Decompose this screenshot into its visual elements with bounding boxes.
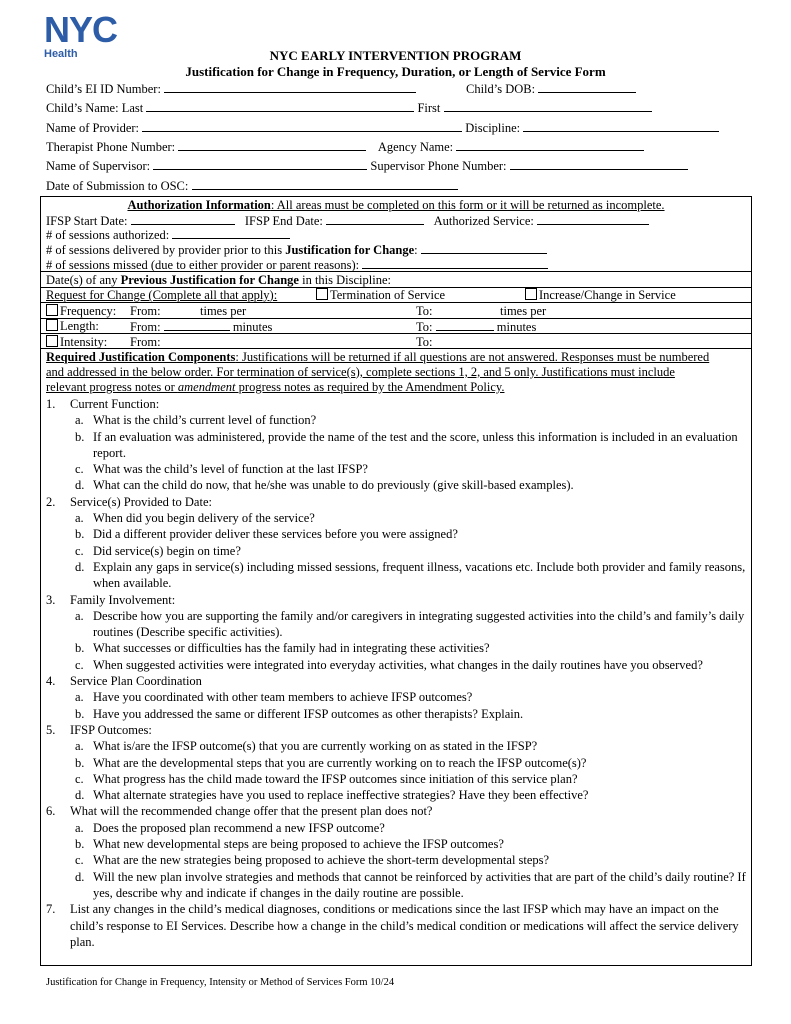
question-item [46,852,746,868]
question-text: Have you coordinated with other team members to achieve IFSP outcomes? [93,690,473,705]
question-item [46,412,746,428]
question-letter: d. [75,478,85,493]
question-letter: a. [75,608,84,623]
previous-post: in this Discipline: [298,273,391,287]
supervisor-label: Name of Supervisor: [46,159,151,173]
question-letter: a. [75,690,84,705]
section-number: 6. [46,804,56,819]
frequency-from [130,303,161,319]
row-sessions-missed [46,256,548,272]
required-line-3 [46,379,504,395]
authorized-service-label: Authorized Service: [433,214,534,228]
required-line1-rest: : Justifications will be returned if all questions are not answered. Responses must be numbered [235,350,710,364]
ifsp-start-field[interactable] [131,212,235,225]
length-checkbox[interactable] [46,319,58,331]
question-text: Will the new plan involve strategies and methods that cannot be reinforced by activities that are part of the child’s daily routine? If yes, describe why and indicate if changes in the daily routine are possible. [93,869,746,900]
ifsp-end-field[interactable] [326,212,424,225]
question-text: What progress has the child made toward the IFSP outcomes since initiation of this service plan? [93,771,578,786]
section-number: 1. [46,397,56,411]
auth-heading [40,197,752,213]
row-previous-justification [46,272,391,288]
question-text: What can the child do now, that he/she was unable to do previously (give skill-based examples). [93,478,574,493]
question-text: Did a different provider deliver these services before you were assigned? [93,527,458,542]
length-to [416,318,536,334]
question-text: Have you addressed the same or different IFSP outcomes as other therapists? Explain. [93,706,524,721]
minutes-label: minutes [496,320,537,334]
question-text: If an evaluation was administered, provide the name of the test and the score, unless this information is included in an evaluation report. [93,429,738,460]
previous-pre: Date(s) of any [46,273,121,287]
required-line-1 [46,349,709,365]
length-from [130,318,272,334]
termination-checkbox[interactable] [316,288,328,300]
increase-checkbox[interactable] [525,288,537,300]
question-item [46,836,746,852]
length-label: Length: [60,319,99,333]
required-bold: Required Justification Components [46,350,236,364]
row-dob [466,80,636,96]
row-supervisor [46,157,688,173]
times-per-label: times per [500,304,547,318]
question-text: What new developmental steps are being proposed to achieve the IFSP outcomes? [93,837,504,852]
question-text: What are the new strategies being proposed to achieve the short-term developmental steps? [93,853,550,868]
frequency-option[interactable] [46,303,116,319]
request-label: Request for Change (Complete all that apply): [46,288,278,302]
form-footer: Justification for Change in Frequency, Intensity or Method of Services Form 10/24 [46,977,395,988]
section-title: What will the recommended change offer that the present plan does not? [70,804,433,819]
question-letter: b. [75,527,85,542]
question-item [46,526,746,542]
section-item [46,673,746,689]
ifsp-start-label: IFSP Start Date: [46,214,128,228]
question-item [46,429,746,462]
question-letter: c. [75,543,84,558]
section-title: List any changes in the child’s medical diagnoses, conditions or medications since the last IFSP which may have an impact on the child’s response to EI Services. Describe how a change in the child’s medical condition or medications will affect the service delivery plan. [70,902,739,949]
question-item [46,559,746,592]
agency-label: Agency Name: [377,140,454,154]
to-label: To: [416,320,433,334]
section-title: Family Involvement: [70,592,176,607]
to-label: To: [416,335,433,349]
question-letter: a. [75,511,84,526]
auth-heading-bold: Authorization Information [127,198,271,212]
section-number: 7. [46,902,56,917]
ei-id-field[interactable] [164,80,416,93]
question-letter: b. [75,706,85,721]
section-number: 2. [46,494,56,509]
question-text: Describe how you are supporting the family and/or caregivers in integrating suggested activities into the child’s and family’s daily routines (Describe specific activities). [93,608,745,640]
question-letter: b. [75,837,85,852]
question-letter: c. [75,657,84,672]
question-letter: b. [75,429,85,444]
question-letter: c. [75,771,84,786]
frequency-times-per-to [500,303,546,319]
required-line3-post: progress notes as required by the Amendment Policy. [235,380,505,394]
required-line2-u: include [638,365,675,379]
question-text: What is/are the IFSP outcome(s) that you are currently working on as stated in the IFSP? [93,739,538,754]
name-last-label: Child’s Name: Last [46,101,144,115]
submission-field[interactable] [192,177,458,190]
section-title: IFSP Outcomes: [70,722,152,737]
question-item [46,657,746,673]
section-item [46,722,746,738]
question-text: What successes or difficulties has the family had in integrating these activities? [93,641,490,656]
sessions-authorized-label: # of sessions authorized: [46,228,170,242]
question-item [46,510,746,526]
form-title: NYC EARLY INTERVENTION PROGRAM [269,48,522,63]
from-label: From: [130,304,161,318]
therapist-phone-label: Therapist Phone Number: [46,140,176,154]
required-line3-i: amendment [177,380,236,394]
logo-subtext: Health [44,48,78,60]
supervisor-field[interactable] [153,157,367,170]
question-item [46,477,746,493]
section-number: 3. [46,592,56,607]
frequency-checkbox[interactable] [46,304,58,316]
length-to-field[interactable] [436,318,494,331]
question-letter: c. [75,462,84,477]
sessions-delivered-bold: Justification for Change [285,243,415,257]
row-sessions-delivered [46,241,547,257]
dob-label: Child’s DOB: [466,82,536,96]
supervisor-phone-label: Supervisor Phone Number: [370,159,507,173]
sessions-delivered-post: : [414,243,418,257]
section-title: Current Function: [70,397,160,411]
ifsp-end-label: IFSP End Date: [244,214,323,228]
question-letter: a. [75,739,84,754]
sessions-delivered-pre: # of sessions delivered by provider prior to this [46,243,286,257]
question-text: Does the proposed plan recommend a new IFSP outcome? [93,820,385,835]
discipline-label: Discipline: [465,121,521,135]
agency-field[interactable] [456,138,644,151]
intensity-checkbox[interactable] [46,335,58,347]
from-label: From: [130,335,161,349]
intensity-label: Intensity: [60,335,108,349]
frequency-times-per [200,303,246,319]
row-child-name [46,99,652,115]
section-item [46,803,746,819]
section-number: 5. [46,722,56,737]
section-title: Service(s) Provided to Date: [70,494,212,509]
question-text: Did service(s) begin on time? [93,543,241,558]
section-item [46,901,746,950]
question-item [46,543,746,559]
question-item [46,608,746,641]
question-text: When did you begin delivery of the service? [93,511,315,526]
dob-field[interactable] [538,80,636,93]
therapist-phone-field[interactable] [178,138,366,151]
auth-heading-rest: : All areas must be completed on this form or it will be returned as incomplete. [270,198,665,212]
section-item [46,396,746,412]
provider-label: Name of Provider: [46,121,140,135]
question-item [46,738,746,754]
sessions-missed-label: # of sessions missed (due to either provider or parent reasons): [46,258,360,272]
required-line-2 [46,364,675,380]
from-label: From: [130,320,161,334]
name-first-label: First [417,101,441,115]
supervisor-phone-field[interactable] [510,157,688,170]
minutes-label: minutes [232,320,273,334]
termination-label: Termination of Service [330,288,446,302]
section-item [46,592,746,608]
question-item [46,787,746,803]
row-therapist-phone [46,138,644,154]
authorized-service-field[interactable] [537,212,649,225]
row-submission [46,177,458,193]
termination-option[interactable] [316,287,445,303]
section-number: 4. [46,674,56,689]
required-line2: and addressed in the below order. For termination of service(s), complete sections 1, 2, and 5 only. Justifications must [46,365,635,379]
question-item [46,689,746,705]
question-letter: a. [75,413,84,428]
question-item [46,706,746,722]
question-item [46,869,746,902]
question-text: When suggested activities were integrated into everyday activities, what changes in the daily routines have you observed? [93,657,703,672]
previous-bold: Previous Justification for Change [120,273,299,287]
question-letter: c. [75,853,84,868]
sessions-authorized-field[interactable] [172,226,290,239]
sessions-delivered-field[interactable] [421,241,547,254]
name-first-field[interactable] [444,99,652,112]
required-line3-pre: relevant progress notes or [46,380,178,394]
increase-option[interactable] [525,287,676,303]
question-letter: d. [75,869,85,884]
times-per-label: times per [200,304,247,318]
question-item [46,820,746,836]
name-last-field[interactable] [146,99,414,112]
question-item [46,640,746,656]
question-item [46,755,746,771]
section-item [46,494,746,510]
question-letter: d. [75,559,85,574]
logo-text: NYC [44,9,118,50]
question-letter: d. [75,788,85,803]
increase-label: Increase/Change in Service [539,288,676,302]
form-subtitle: Justification for Change in Frequency, Duration, or Length of Service Form [185,64,606,79]
provider-field[interactable] [142,119,462,132]
question-text: What was the child’s level of function at the last IFSP? [93,462,368,477]
question-text: What is the child’s current level of function? [93,413,317,428]
question-item [46,461,746,477]
question-letter: a. [75,820,84,835]
question-text: Explain any gaps in service(s) including missed sessions, frequent illness, vacations etc. Include both provider and family reasons, when available. [93,559,746,591]
row-sessions-authorized [46,226,290,242]
section-title: Service Plan Coordination [70,674,202,689]
question-item [46,771,746,787]
question-letter: b. [75,641,85,656]
sessions-missed-field[interactable] [362,256,548,269]
length-option[interactable] [46,318,99,334]
discipline-field[interactable] [523,119,719,132]
submission-label: Date of Submission to OSC: [46,179,189,193]
question-text: What alternate strategies have you used to replace ineffective strategies? Have they been effective? [93,788,589,803]
row-ei-id [46,80,416,96]
row-provider [46,119,719,135]
question-letter: b. [75,755,85,770]
frequency-to [416,303,433,319]
frequency-label: Frequency: [60,304,117,318]
length-from-field[interactable] [164,318,230,331]
ei-id-label: Child’s EI ID Number: [46,82,161,96]
question-text: What are the developmental steps that you are currently working on to reach the IFSP outcome(s)? [93,755,587,770]
justification-sections [46,396,746,950]
to-label: To: [416,304,433,318]
